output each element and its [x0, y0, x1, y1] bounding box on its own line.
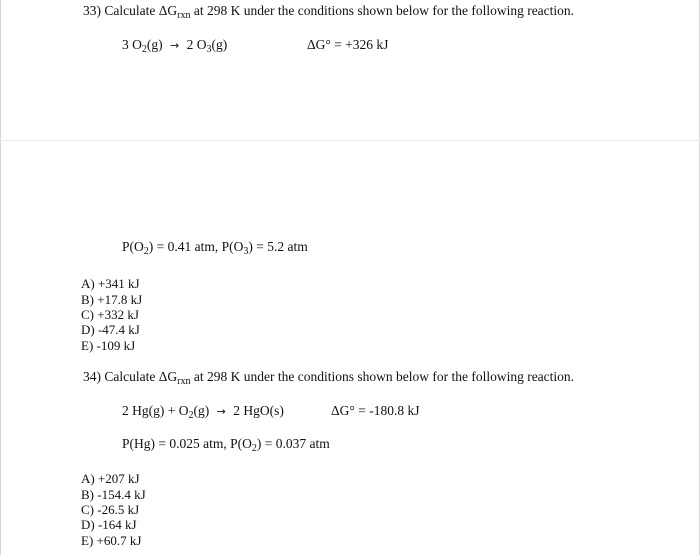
q33-delta-g: ΔG° = +326 kJ: [307, 37, 389, 52]
reaction-arrow-icon: →: [216, 405, 226, 418]
q34-reactants: 2 Hg(g) + O: [122, 403, 189, 418]
q34-prompt-end: at 298 K under the conditions shown below for the following reaction.: [193, 369, 575, 384]
q34-number: 34): [83, 369, 101, 384]
q34-conditions-end: ) = 0.037 atm: [256, 436, 330, 451]
q34-reaction: [122, 403, 284, 419]
q33-number: 33): [83, 3, 101, 18]
q33-product: 2 O: [186, 37, 207, 52]
question-33-panel: [0, 0, 700, 140]
q33-p2-subscript: 3: [243, 246, 249, 257]
q33-choice-a[interactable]: A) +341 kJ: [81, 276, 140, 291]
q33-product-subscript: 3: [206, 44, 212, 55]
q34-reactant-state: (g): [193, 403, 210, 418]
q33-p1-value: ) = 0.41 atm, P(O: [148, 239, 244, 254]
q33-reactant-subscript: 2: [141, 44, 147, 55]
q33-prompt: [83, 3, 574, 19]
q34-choice-e[interactable]: E) +60.7 kJ: [81, 533, 142, 548]
q33-prompt-start: Calculate ΔG: [104, 3, 178, 18]
q33-p1-label: P(O: [122, 239, 144, 254]
q33-choice-c[interactable]: C) +332 kJ: [81, 307, 139, 322]
q34-reactant-subscript: 2: [188, 410, 194, 421]
q33-choice-d[interactable]: D) -47.4 kJ: [81, 322, 140, 337]
q33-reactant: 3 O: [122, 37, 142, 52]
q33-prompt-subscript: rxn: [177, 10, 191, 21]
q34-conditions: [122, 436, 330, 452]
q34-conditions-subscript: 2: [251, 443, 257, 454]
q34-choice-c[interactable]: C) -26.5 kJ: [81, 502, 140, 517]
q33-p2-value: ) = 5.2 atm: [248, 239, 308, 254]
q33-reaction: [122, 37, 227, 53]
q34-prompt-subscript: rxn: [177, 376, 191, 387]
q34-product: 2 HgO(s): [233, 403, 284, 418]
q33-product-state: (g): [211, 37, 228, 52]
q33-choice-e[interactable]: E) -109 kJ: [81, 338, 136, 353]
q33-reactant-state: (g): [146, 37, 163, 52]
q34-choice-d[interactable]: D) -164 kJ: [81, 517, 137, 532]
q34-prompt-start: Calculate ΔG: [104, 369, 178, 384]
q33-choice-b[interactable]: B) +17.8 kJ: [81, 292, 143, 307]
q33-p1-subscript: 2: [143, 246, 149, 257]
reaction-arrow-icon: →: [170, 39, 180, 52]
q34-delta-g: ΔG° = -180.8 kJ: [331, 403, 420, 418]
q33-prompt-end: at 298 K under the conditions shown below for the following reaction.: [193, 3, 575, 18]
q34-choice-a[interactable]: A) +207 kJ: [81, 471, 140, 486]
q34-conditions-start: P(Hg) = 0.025 atm, P(O: [122, 436, 252, 451]
q34-prompt: [83, 369, 574, 385]
q33-conditions: [122, 239, 308, 255]
q34-choice-b[interactable]: B) -154.4 kJ: [81, 487, 146, 502]
